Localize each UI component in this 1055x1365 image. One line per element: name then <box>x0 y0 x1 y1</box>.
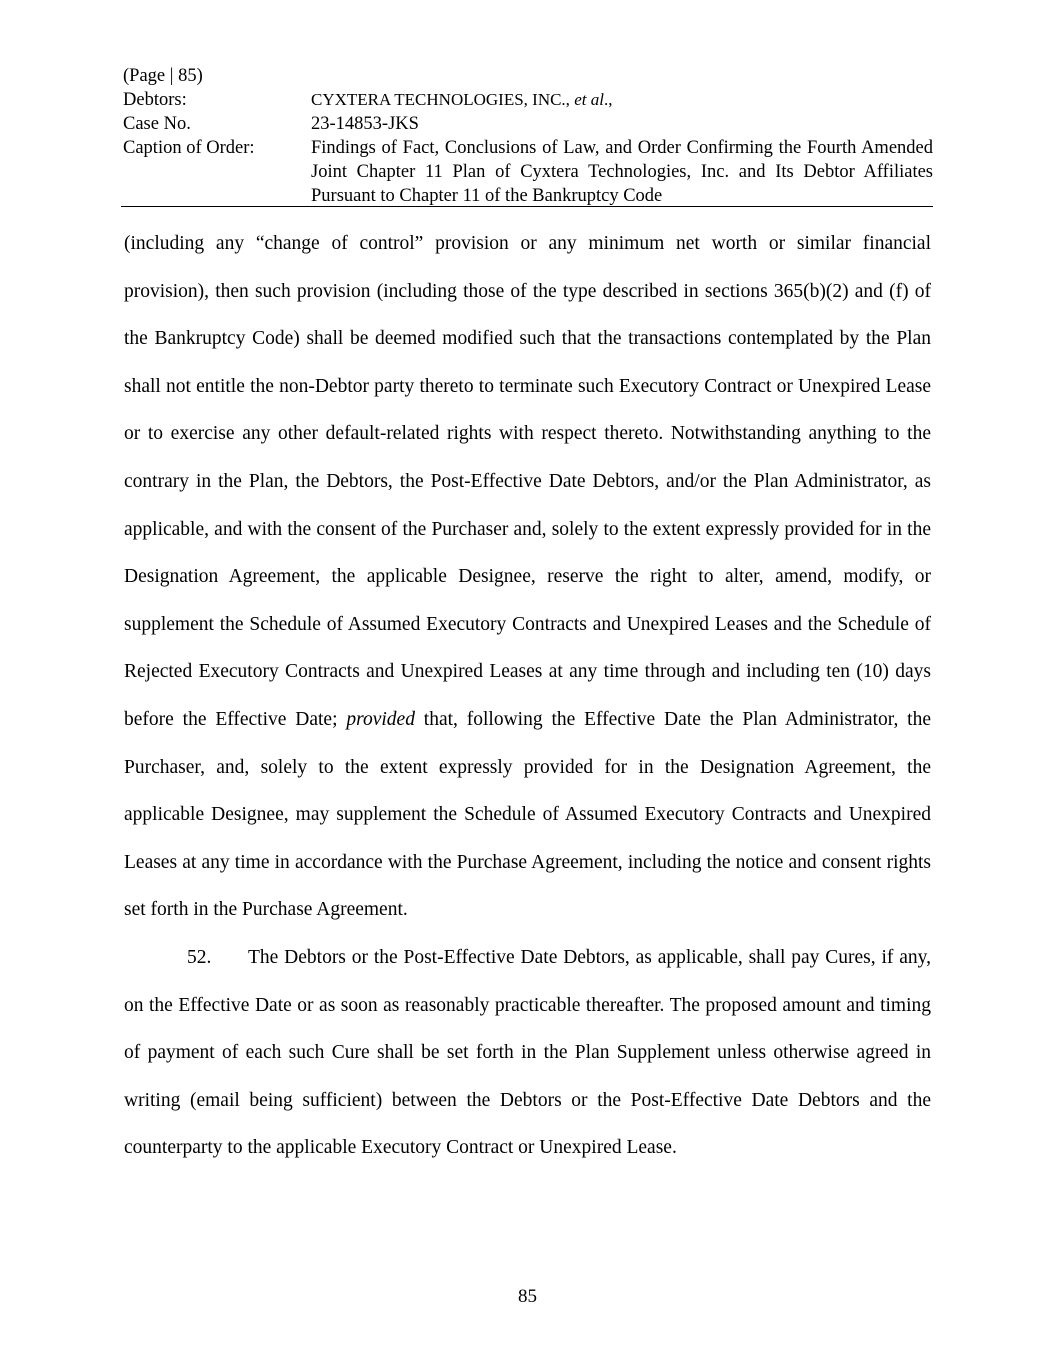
header-divider <box>121 206 933 207</box>
paragraph-52-text: The Debtors or the Post-Effective Date Debtors, as applicable, shall pay Cures, if any, on the Effective Date or as soon as reasonably practicable thereafter. The proposed amount and timing of payment of each such Cure shall be set forth in the Plan Supplement unless otherwise agreed in writing (email being sufficient) between the Debtors or the Post-Effective Date Debtors and the counterparty to the applicable Executory Contract or Unexpired Lease. <box>124 946 931 1159</box>
case-number-value: 23-14853-JKS <box>311 114 419 134</box>
provided-italic: provided <box>346 708 415 730</box>
debtors-value <box>311 88 933 112</box>
paragraph-continued <box>124 220 931 934</box>
debtors-row <box>123 88 933 112</box>
paragraph-continued-text: (including any “change of control” provision or any minimum net worth or similar financial provision), then such provision (including those of the type described in sections 365(b)(2) and (f) of the Bankruptcy Code) shall be deemed modified such that the transactions contemplated by the Plan shall not entitle the non-Debtor party thereto to terminate such Executory Contract or Unexpired Lease or to exercise any other default-related rights with respect thereto. Notwithstanding anything to the contrary in the Plan, the Debtors, the Post-Effective Date Debtors, and/or the Plan Administrator, as applicable, and with the consent of the Purchaser and, solely to the extent expressly provided for in the Designation Agreement, the applicable Designee, reserve the right to alter, amend, modify, or supplement the Schedule of Assumed Executory Contracts and Unexpired Leases and the Schedule of Rejected Executory Contracts and Unexpired Leases at any time through and including ten (10) days before the Effective Date; <box>124 233 931 730</box>
caption-label: Caption of Order: <box>123 138 255 158</box>
case-number-label: Case No. <box>123 114 191 134</box>
caption-value: Findings of Fact, Conclusions of Law, and Order Confirming the Fourth Amended Joint Chapter 11 Plan of Cyxtera Technologies, Inc. and Its Debtor Affiliates Pursuant to Chapter 11 of the Bankruptcy Code <box>311 138 933 206</box>
page-reference-row <box>123 64 933 88</box>
debtors-name: CYXTERA TECHNOLOGIES, INC., <box>311 90 570 109</box>
document-body <box>124 220 931 1172</box>
debtors-suffix: ., <box>603 90 613 109</box>
paragraph-continued-rest: that, following the Effective Date the Plan Administrator, the Purchaser, and, solely to the extent expressly provided for in the Designation Agreement, the applicable Designee, may supplement the Schedule of Assumed Executory Contracts and Unexpired Leases at any time in accordance with the Purchase Agreement, including the notice and consent rights set forth in the Purchase Agreement. <box>124 708 931 921</box>
debtors-etal: et al <box>574 90 604 109</box>
page-reference: (Page | 85) <box>123 66 203 86</box>
page-header <box>123 64 933 208</box>
case-number-row <box>123 112 933 136</box>
caption-row <box>123 136 933 208</box>
debtors-label: Debtors: <box>123 90 187 110</box>
paragraph-52 <box>124 934 931 1172</box>
page-number: 85 <box>518 1286 537 1307</box>
paragraph-number: 52. <box>187 946 212 968</box>
